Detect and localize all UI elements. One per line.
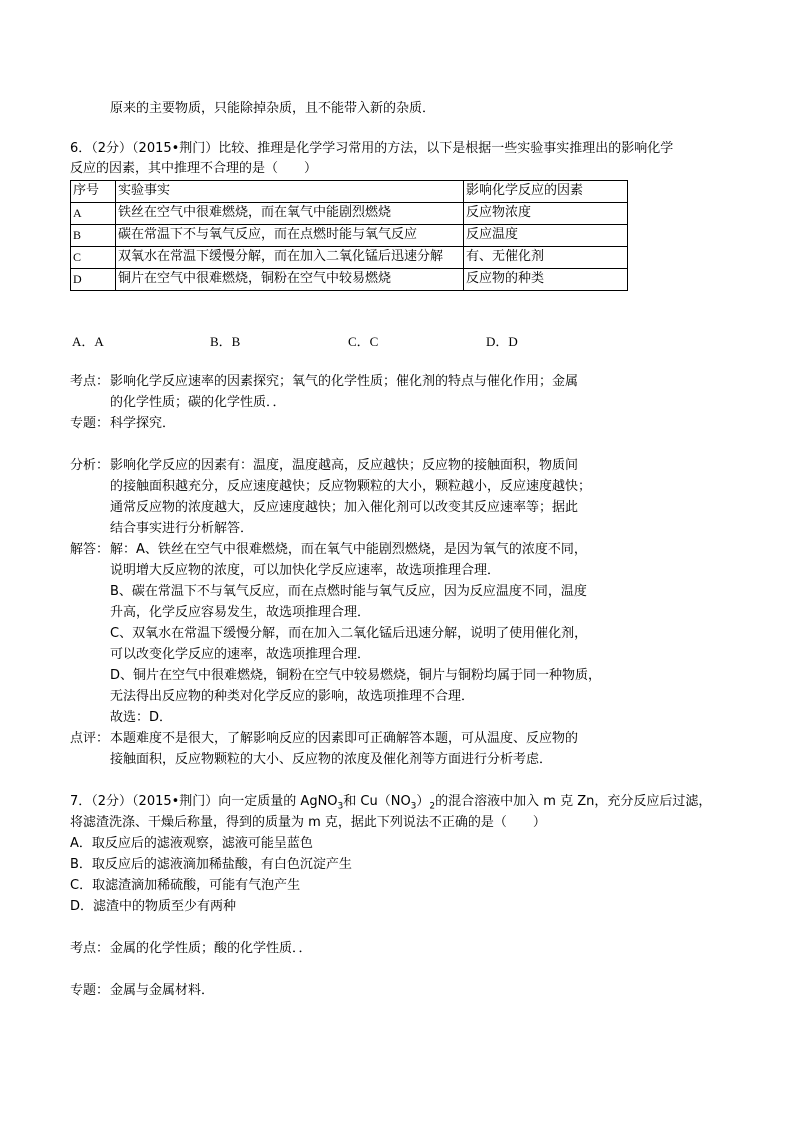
q7-zhuanti-label: 专题： — [70, 983, 110, 998]
q6-dianping-label: 点评： — [70, 731, 110, 746]
q7-kaodian: 金属的化学性质；酸的化学性质．． — [110, 941, 312, 956]
q6-dianping-line: 接触面积，反应物颗粒的大小、反应物的浓度及催化剂等方面进行分析考虑． — [110, 752, 553, 767]
q6-fenxi-line: 的接触面积越充分，反应速度越快；反应物颗粒的大小，颗粒越小，反应速度越快； — [110, 479, 592, 494]
q6-jieda-line: 可以改变化学反应的速率，故选项推理合理． — [110, 647, 371, 662]
experiment-table — [70, 180, 628, 291]
q6-kaodian-line-1: 影响化学反应速率的因素探究；氧气的化学性质；催化剂的特点与催化作用；金属 — [110, 374, 579, 389]
q6-kaodian-line-2: 的化学性质；碳的化学性质．． — [110, 395, 286, 410]
subscript: 3 — [410, 801, 417, 812]
q6-jieda-line: 解：A、铁丝在空气中很难燃烧，而在氧气中能剧烈燃烧，是因为氧气的浓度不同， — [110, 542, 587, 557]
q6-fenxi-line: 影响化学反应的因素有：温度，温度越高，反应越快；反应物的接触面积，物质间 — [110, 458, 579, 473]
q6-fenxi-label: 分析： — [70, 458, 110, 473]
row-fact: 铁丝在空气中很难燃烧，而在氧气中能剧烈燃烧 — [116, 203, 464, 225]
row-no: C — [71, 247, 116, 269]
intro-line: 原来的主要物质，只能除掉杂质，且不能带入新的杂质． — [110, 101, 436, 116]
q7-zhuanti: 金属与金属材料． — [110, 983, 215, 998]
q6-fenxi-line: 结合事实进行分析解答． — [110, 521, 254, 536]
q6-kaodian-label: 考点： — [70, 374, 110, 389]
header-factor: 影响化学反应的因素 — [464, 181, 628, 203]
row-factor: 反应温度 — [464, 225, 628, 247]
subscript: 2 — [429, 801, 436, 812]
table-row — [71, 225, 628, 247]
q7-option-b[interactable]: B．取反应后的滤液滴加稀盐酸，有白色沉淀产生 — [70, 857, 352, 872]
row-factor: 反应物浓度 — [464, 203, 628, 225]
q7-stem-part: 和 Cu（NO — [343, 794, 411, 809]
row-fact: 碳在常温下不与氧气反应，而在点燃时能与氧气反应 — [116, 225, 464, 247]
q7-option-d[interactable]: D．滤渣中的物质至少有两种 — [70, 899, 237, 914]
q7-kaodian-label: 考点： — [70, 941, 110, 956]
q6-dianping-line: 本题难度不是很大，了解影响反应的因素即可正确解答本题，可从温度、反应物的 — [110, 731, 579, 746]
row-no: A — [71, 203, 116, 225]
q6-jieda-line: 无法得出反应物的种类对化学反应的影响，故选项推理不合理． — [110, 689, 475, 704]
q6-stem-line-2: 反应的因素，其中推理不合理的是（ ） — [70, 161, 318, 176]
q7-option-c[interactable]: C．取滤渣滴加稀硫酸，可能有气泡产生 — [70, 878, 301, 893]
table-row — [71, 203, 628, 225]
q6-answer-line: 故选：D． — [110, 710, 173, 725]
q6-option-d[interactable]: D．D — [486, 334, 518, 349]
q6-jieda-label: 解答： — [70, 542, 110, 557]
q6-zhuanti-label: 专题： — [70, 416, 110, 431]
subscript: 3 — [337, 801, 344, 812]
q6-jieda-line: D、铜片在空气中很难燃烧，铜粉在空气中较易燃烧，铜片与铜粉均属于同一种物质， — [110, 668, 602, 683]
q6-jieda-line: 说明增大反应物的浓度，可以加快化学反应速率，故选项推理合理． — [110, 563, 501, 578]
row-no: D — [71, 269, 116, 291]
q6-zhuanti: 科学探究． — [110, 416, 176, 431]
q6-option-a[interactable]: A．A — [72, 334, 104, 349]
q7-stem-line-1 — [70, 793, 711, 816]
table-row — [71, 269, 628, 291]
q7-option-a[interactable]: A．取反应后的滤液观察，滤液可能呈蓝色 — [70, 836, 313, 851]
row-factor: 反应物的种类 — [464, 269, 628, 291]
header-fact: 实验事实 — [116, 181, 464, 203]
q6-option-b[interactable]: B．B — [210, 334, 241, 349]
q6-stem-line-1: 6．（2分）（2015•荆门）比较、推理是化学学习常用的方法，以下是根据一些实验事实推理出的影响化学 — [70, 141, 674, 156]
q6-jieda-line: C、双氧水在常温下缓慢分解，而在加入二氧化锰后迅速分解，说明了使用催化剂， — [110, 626, 588, 641]
q6-fenxi-line: 通常反应物的浓度越大，反应速度越快；加入催化剂可以改变其反应速率等；据此 — [110, 500, 579, 515]
row-fact: 铜片在空气中很难燃烧，铜粉在空气中较易燃烧 — [116, 269, 464, 291]
table-header-row — [71, 181, 628, 203]
q7-stem-line-2: 将滤渣洗涤、干燥后称量，得到的质量为 m 克，据此下列说法不正确的是（ ） — [70, 815, 546, 830]
row-factor: 有、无催化剂 — [464, 247, 628, 269]
q7-stem-part: 的混合溶液中加入 m 克 Zn，充分反应后过滤， — [435, 794, 712, 809]
q7-stem-part: ） — [416, 794, 430, 809]
q6-jieda-line: B、碳在常温下不与氧气反应，而在点燃时能与氧气反应，因为反应温度不同，温度 — [110, 584, 587, 599]
header-no: 序号 — [71, 181, 116, 203]
table-row — [71, 247, 628, 269]
q7-stem-part: 7．（2分）（2015•荆门）向一定质量的 AgNO — [70, 794, 338, 809]
q6-jieda-line: 升高，化学反应容易发生，故选项推理合理． — [110, 605, 371, 620]
row-no: B — [71, 225, 116, 247]
q6-option-c[interactable]: C．C — [348, 334, 379, 349]
row-fact: 双氧水在常温下缓慢分解，而在加入二氧化锰后迅速分解 — [116, 247, 464, 269]
